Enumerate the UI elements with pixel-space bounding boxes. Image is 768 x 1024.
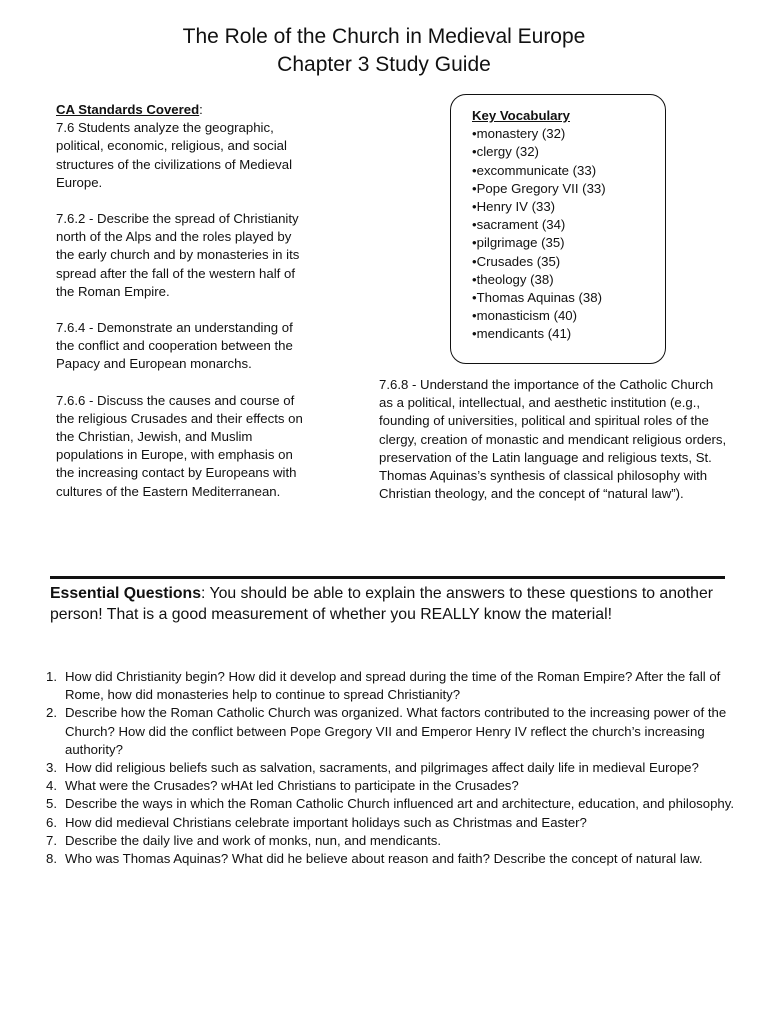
vocab-item: • sacrament (34) (472, 216, 665, 234)
question-item (46, 850, 736, 868)
question-number: 8. (46, 851, 57, 867)
page-title: The Role of the Church in Medieval Europe (182, 25, 586, 48)
vocab-item: • theology (38) (472, 271, 665, 289)
standards-heading-line (56, 101, 311, 119)
question-text: Describe the daily live and work of monks, nun, and mendicants. (65, 832, 442, 848)
essential-questions-label: Essential Questions (50, 585, 201, 602)
question-item (46, 795, 736, 813)
standard-7-6-2: 7.6.2 - Describe the spread of Christianity north of the Alps and the roles played by the early church and by monasteries in its spread after the fall of the western half of the Roman Empire. (56, 211, 300, 299)
question-text: How did medieval Christians celebrate important holidays such as Christmas and Easter? (65, 814, 587, 830)
vocab-item: • Henry IV (33) (472, 198, 665, 216)
standard-7-6: 7.6 Students analyze the geographic, political, economic, religious, and social structures of the civilizations of Medieval Europe. (56, 120, 293, 190)
key-vocabulary-box (450, 94, 666, 364)
standards-heading-colon: : (199, 102, 203, 117)
question-number: 7. (46, 832, 57, 848)
standard-7-6-8: 7.6.8 - Understand the importance of the Catholic Church as a political, intellectual, and aesthetic institution (e.g., founding of universities, political and spiritual roles of the clergy, creation of monastic and mendicant religious orders, preservation of the Latin language and religious texts, St. Thomas Aquinas’s synthesis of classical philosophy with Christian theology, and the concept of “natural law”). (379, 377, 727, 502)
question-item (46, 704, 736, 759)
question-item (46, 814, 736, 832)
standards-section (56, 101, 311, 519)
question-item (46, 759, 736, 777)
question-number: 6. (46, 814, 57, 830)
page-subtitle: Chapter 3 Study Guide (277, 53, 491, 76)
vocab-item: • excommunicate (33) (472, 162, 665, 180)
standard-7-6-6: 7.6.6 - Discuss the causes and course of the religious Crusades and their effects on the Christian, Jewish, and Muslim populations in Europe, with emphasis on the increasing contact by Europeans with cultures of the Eastern Mediterranean. (56, 392, 303, 499)
question-text: What were the Crusades? wHAt led Christians to participate in the Crusades? (65, 778, 519, 794)
key-vocabulary-title: Key Vocabulary (472, 108, 570, 123)
question-item (46, 668, 736, 704)
question-text: Describe the ways in which the Roman Catholic Church influenced art and architecture, education, and philosophy. (65, 796, 735, 812)
question-number: 2. (46, 705, 57, 721)
vocab-item: • pilgrimage (35) (472, 234, 665, 252)
question-number: 1. (46, 669, 57, 684)
essential-questions-text: : You should be able to explain the answers to these questions to another person! That is a good measurement of whether you REALLY know the material! (50, 585, 714, 623)
essential-questions-list (46, 668, 736, 868)
standards-heading: CA Standards Covered (56, 102, 200, 117)
section-divider (50, 576, 725, 579)
question-number: 3. (46, 760, 57, 776)
question-text: How did Christianity begin? How did it develop and spread during the time of the Roman Empire? After the fall of Rome, how did monasteries help to continue to spread Christianity? (65, 669, 721, 703)
question-item (46, 832, 736, 850)
essential-questions-intro (50, 583, 740, 625)
vocab-item: • mendicants (41) (472, 325, 665, 343)
vocab-item: • monasticism (40) (472, 307, 665, 325)
question-text: Describe how the Roman Catholic Church was organized. What factors contributed to the increasing power of the Church? How did the conflict between Pope Gregory VII and Emperor Henry IV reflect the church’s increasing authority? (65, 705, 727, 757)
question-item (46, 777, 736, 795)
standard-7-6-4: 7.6.4 - Demonstrate an understanding of the conflict and cooperation between the Papacy and European monarchs. (56, 320, 293, 372)
vocab-item: • Pope Gregory VII (33) (472, 180, 665, 198)
vocabulary-list (472, 125, 665, 343)
vocab-item: • Thomas Aquinas (38) (472, 289, 665, 307)
vocab-item: • clergy (32) (472, 143, 665, 161)
vocab-item: • monastery (32) (472, 125, 665, 143)
question-text: How did religious beliefs such as salvation, sacraments, and pilgrimages affect daily life in medieval Europe? (65, 760, 699, 776)
question-number: 5. (46, 796, 57, 812)
vocab-item: • Crusades (35) (472, 253, 665, 271)
question-text: Who was Thomas Aquinas? What did he believe about reason and faith? Describe the concept of natural law. (65, 851, 703, 867)
question-number: 4. (46, 778, 57, 794)
